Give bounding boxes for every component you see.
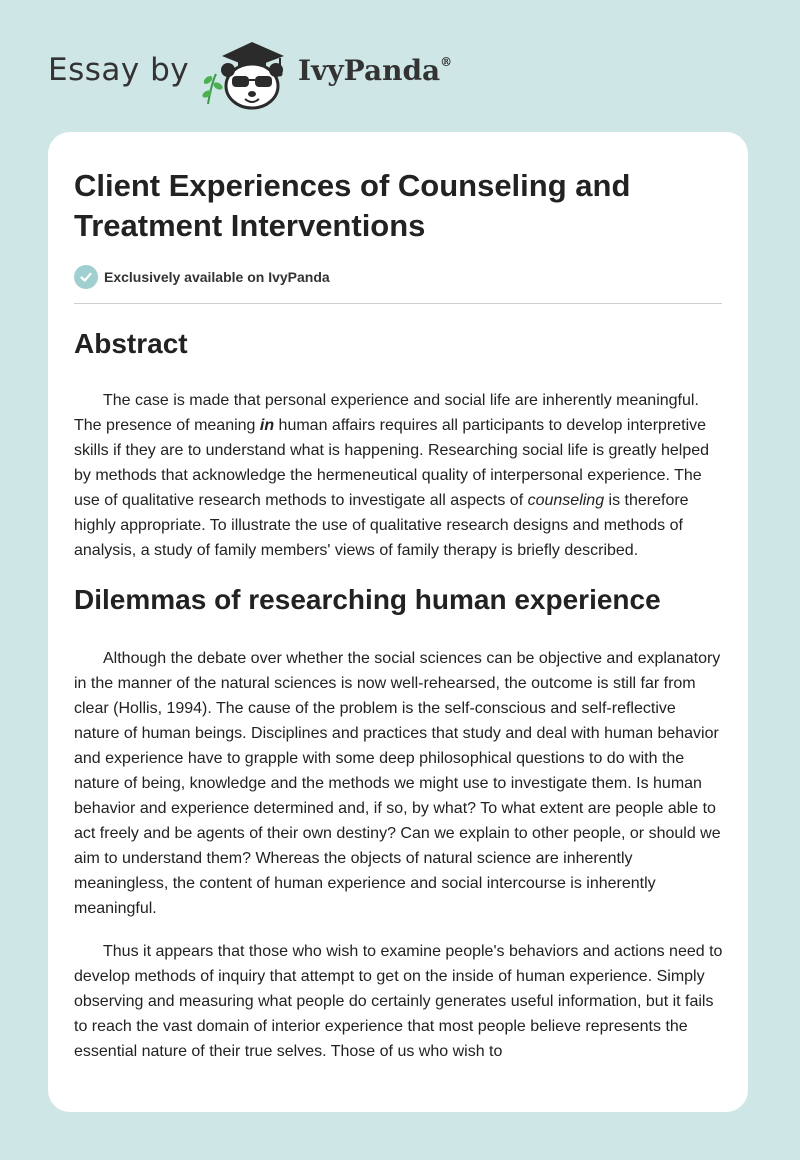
check-icon: [74, 265, 98, 289]
page-title: Client Experiences of Counseling and Treatment Interventions: [74, 168, 631, 243]
title-divider: [74, 303, 722, 304]
registered-mark: ®: [440, 54, 453, 69]
exclusive-badge-label: Exclusively available on IvyPanda: [104, 269, 330, 285]
panda-graduate-icon[interactable]: [200, 34, 290, 110]
section-heading-dilemmas: Dilemmas of researching human experience: [74, 584, 661, 615]
essay-card: [48, 132, 748, 1112]
essay-body: [74, 322, 724, 1064]
body-paragraph: Thus it appears that those who wish to examine people's behaviors and actions need to develop methods of inquiry that attempt to get on the inside of human experience. Simply observing and measuring what people do certainly generates useful information, but it fails to reach the vast domain of interior experience that most people believe represents the essential nature of their true selves. Those of us who wish to: [74, 943, 723, 1060]
site-header: [48, 30, 488, 110]
body-paragraph: Although the debate over whether the social sciences can be objective and explanatory in the manner of the natural sciences is now well-rehearsed, the outcome is still far from clear (Hollis, 1994). The cause of the problem is the self-conscious and self-reflective nature of human beings. Disciplines and practices that study and deal with human behavior and experience have to grapple with some deep philosophical questions to do with the nature of being, knowledge and the methods we might use to investigate them. Is human behavior and experience determined and, if so, by what? To what extent are people able to act freely and be agents of their own destiny? Can we explain to other people, or should we aim to understand them? Whereas the objects of natural science are inherently meaningless, the content of human experience and social intercourse is inherently meaningful.: [74, 650, 721, 917]
brand-name[interactable]: IvyPanda®: [298, 54, 453, 87]
exclusive-badge: [74, 264, 330, 290]
abstract-paragraph: The case is made that personal experience and social life are inherently meaningful. The presence of meaning in human affairs requires all participants to develop interpretive skills if they are to understand what is happening. Researching social life is greatly helped by methods that acknowledge the hermeneutical quality of interpersonal experience. The use of qualitative research methods to investigate all aspects of counseling is therefore highly appropriate. To illustrate the use of qualitative research designs and methods of analysis, a study of family members' views of family therapy is briefly described.: [74, 392, 710, 559]
essay-by-label: Essay by: [48, 52, 190, 88]
section-heading-abstract: Abstract: [74, 328, 188, 359]
leaf-icon: [201, 74, 224, 104]
